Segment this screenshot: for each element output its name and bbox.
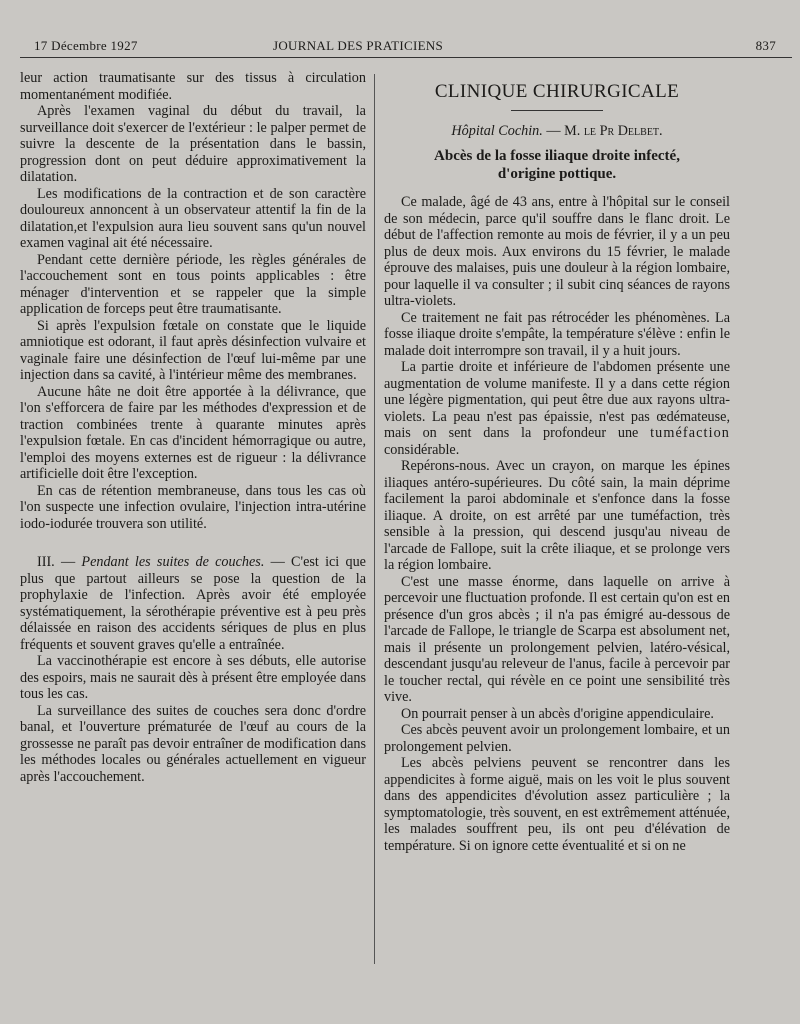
emphasized-word: tuméfaction xyxy=(650,425,730,441)
paragraph: Les modifications de la contraction et de son caractère douloureux annoncent à un observateur attentif la fin de la dilatation,et l'expulsion aura lieu souvent sans qu'un nouvel examen vaginal ait été nécessaire. xyxy=(20,185,366,251)
professor-name: — M. le Pr Delbet. xyxy=(542,122,663,139)
hospital-line xyxy=(384,123,730,140)
paragraph: Repérons-nous. Avec un crayon, on marque les épines iliaques antéro-supérieures. Du côté sain, la main déprime facilement la paroi abdominale et s'enfonce dans la fosse iliaque. A droite, on est arrêté par une tuméfaction, très sensible à la pression, qui descend jusqu'au niveau de l'arcade de Fallope, suit la crête iliaque, et se prolonge vers la région lombaire. xyxy=(384,458,730,573)
paragraph: Ce traitement ne fait pas rétrocéder les phénomènes. La fosse iliaque droite s'empâte, la température s'élève : enfin le malade doit interrompre son travail, il y a huit jours. xyxy=(384,309,730,359)
section-heading: Pendant les suites de couches. xyxy=(81,554,265,570)
paragraph: Aucune hâte ne doit être apportée à la délivrance, que l'on s'efforcera de faire par les méthodes d'expression et de traction combinées trente à quarante minutes après l'expulsion fœtale. En cas d'incident hémorragique ou autre, l'emploi des moyens externes est de rigueur : la délivrance artificielle doit être l'exception. xyxy=(20,383,366,482)
section-title: CLINIQUE CHIRURGICALE xyxy=(434,81,680,102)
left-column xyxy=(20,70,366,785)
column-divider xyxy=(374,74,375,964)
paragraph: Si après l'expulsion fœtale on constate que le liquide amniotique est odorant, il faut après désinfection vulvaire et vaginale faire une désinfection de l'œuf lui-même par une injection dans sa cavité, à l'intérieur même des membranes. xyxy=(20,317,366,383)
header-journal-title: JOURNAL DES PRATICIENS xyxy=(273,38,444,53)
paragraph-text: La partie droite et inférieure de l'abdomen présente une augmentation de volume manifeste. Il y a dans cette région une légère pigmentation, qui peut être due aux rayons ultra-violets. La peau n'est pas épaissie, n'est pas œdémateuse, mais on sent dans la profondeur une xyxy=(384,359,730,441)
paragraph: La vaccinothérapie est encore à ses débuts, elle autorise des espoirs, mais ne saurait dès à présent être employée dans tous les cas. xyxy=(20,653,366,702)
case-title-line-1: Abcès de la fosse iliaque droite infecté, xyxy=(434,148,680,164)
header-page-number: 837 xyxy=(755,38,776,53)
case-title xyxy=(384,147,730,183)
section-number: III. — xyxy=(37,554,82,570)
section-gap xyxy=(20,532,366,554)
paragraph: En cas de rétention membraneuse, dans tous les cas où l'on suspecte une infection ovulaire, l'injection intra-utérine iodo-iodurée trouvera son utilité. xyxy=(20,482,366,532)
paragraph: On pourrait penser à un abcès d'origine appendiculaire. xyxy=(401,705,714,722)
right-column xyxy=(384,80,730,854)
case-title-line-2: d'origine pottique. xyxy=(497,166,617,182)
title-rule xyxy=(511,110,603,111)
header-date: 17 Décembre 1927 xyxy=(34,38,138,53)
section-text: — C'est ici que plus que partout ailleurs se pose la question de la prophylaxie de l'infection. Après avoir été employée systématiquement, la sérothérapie préventive est à peu près délaissée en raison des accidents sériques de plus en plus fréquents et souvent graves qu'elle a entraînée. xyxy=(20,554,366,653)
paragraph: C'est une masse énorme, dans laquelle on arrive à percevoir une fluctuation profonde. Il est certain qu'on est en présence d'un gros abcès ; il n'a pas émigré au-dessous de l'arcade de Fallope, le triangle de Scarpa est absolument net, mais il présente un prolongement pelvien, latéro-vésical, descendant jusqu'au releveur de l'anus, facile à percevoir par le toucher rectal, qui révèle en ce point une sensibilité très vive. xyxy=(384,573,730,705)
section-three-paragraph xyxy=(20,554,366,653)
running-header xyxy=(34,38,776,58)
paragraph: Ce malade, âgé de 43 ans, entre à l'hôpital sur le conseil de son médecin, parce qu'il souffre dans le flanc droit. Le début de l'affection remonte au mois de février, il y a un peu plus de deux mois. Aux environs du 15 février, le malade éprouve des malaises, puis une douleur à la région lombaire, pour laquelle il va consulter ; il subit cinq séances de rayons ultra-violets. xyxy=(384,194,730,309)
paragraph: Après l'examen vaginal du début du travail, la surveillance doit s'exercer de l'extérieur : le palper permet de suivre la descente de la présentation dans le bassin, progression dont on peut déduire approximativement la dilatation. xyxy=(20,103,366,185)
paragraph: La surveillance des suites de couches sera donc d'ordre banal, et l'ouverture prématurée de l'œuf au cours de la grossesse ne paraît pas devoir entraîner de modification dans les méthodes locales ou générales actuellement en vigueur après l'accouchement. xyxy=(20,702,366,785)
paragraph: Pendant cette dernière période, les règles générales de l'accouchement sont en tous points applicables : être ménager d'intervention et se rappeler que la simple application de forceps peut être traumatisante. xyxy=(20,251,366,317)
paragraph: Les abcès pelviens peuvent se rencontrer dans les appendicites à forme aiguë, mais on les voit le plus souvent dans des appendicites d'évolution assez particulière ; la symptomatologie, très souvent, en est extrêmement atténuée, les malades souffrent peu, ils ont peu d'élévation de température. Si on ignore cette éventualité et si on ne xyxy=(384,755,730,854)
hospital-name: Hôpital Cochin. xyxy=(451,122,543,139)
header-rule xyxy=(20,57,792,58)
paragraph: leur action traumatisante sur des tissus à circulation momentanément modifiée. xyxy=(20,70,366,103)
paragraph: Ces abcès peuvent avoir un prolongement lombaire, et un prolongement pelvien. xyxy=(384,722,730,755)
paragraph xyxy=(384,359,730,458)
paragraph-text: considérable. xyxy=(384,441,460,458)
